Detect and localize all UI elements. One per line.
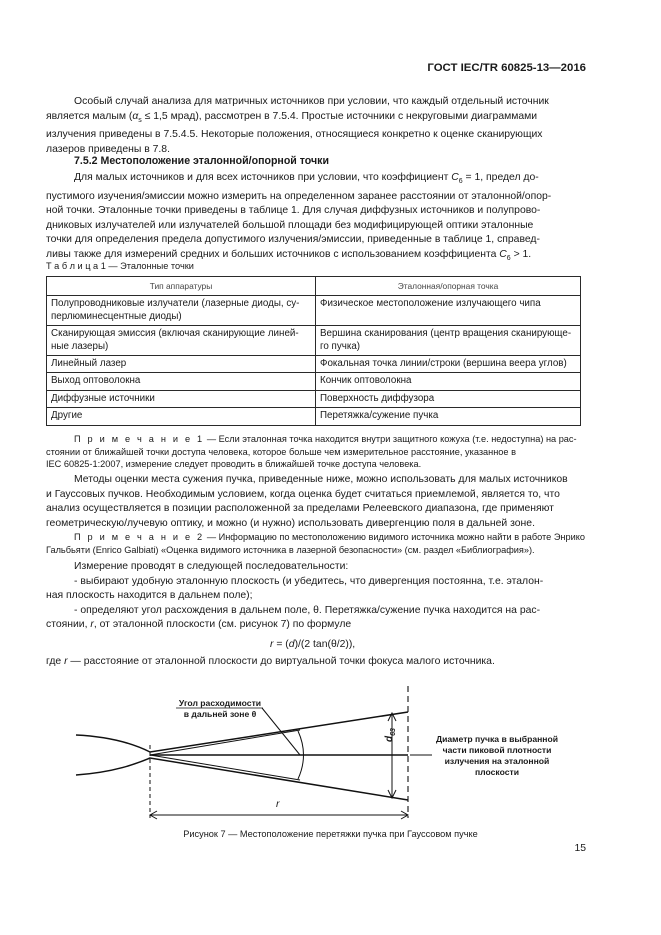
beam-diameter-label: Диаметр пучка в выбранной части пиковой плотности излучения на эталонной плоскости: [435, 734, 559, 777]
section-line: ной точки. Эталонные точки приведены в таблице 1. Для случая диффузных источников и полупрово-: [46, 205, 541, 217]
procedure-line: ная плоскость находится в дальнем поле);: [46, 590, 253, 602]
section-paragraph: [46, 171, 586, 267]
note-line: стоянии от ближайшей точки доступа человека, которое больше чем измерительное расстояние, указанное в: [46, 446, 516, 457]
procedure-paragraph: [46, 560, 586, 633]
table-row: [47, 373, 581, 390]
table-header-cell: Тип аппаратуры: [47, 277, 316, 296]
table-header-cell: Эталонная/опорная точка: [316, 277, 581, 296]
where-line: где r — расстояние от эталонной плоскости до виртуальной точки фокуса малого источника.: [46, 656, 495, 667]
intro-line: излучения приведены в 7.5.4.5. Некоторые положения, относящиеся конкретно к оценке сканирующих: [46, 129, 543, 141]
procedure-line: Измерение проводят в следующей последовательности:: [74, 561, 349, 572]
methods-paragraph: [46, 473, 586, 531]
table-cell: Фокальная точка линии/строки (вершина веера углов): [316, 356, 581, 373]
table-row: [47, 356, 581, 373]
divergence-angle-label: Угол расходимости в дальней зоне θ: [178, 698, 262, 719]
note-line: П р и м е ч а н и е 2 — Информацию по местоположению видимого источника можно найти в работе Энрико: [74, 532, 585, 542]
page-number: 15: [574, 843, 586, 854]
methods-line: и Гауссовых пучков. Необходимым условием, когда оценка будет считаться приемлемой, является то, что: [46, 488, 560, 500]
procedure-line: стоянии, r, от эталонной плоскости (см. рисунок 7) по формуле: [46, 619, 352, 631]
intro-line: лазеров приведены в 7.8.: [46, 143, 170, 155]
table-cell: Физическое местоположение излучающего чипа: [316, 296, 581, 326]
note-line: П р и м е ч а н и е 1 — Если эталонная точка находится внутри защитного кожуха (т.е. недоступна) на рас-: [74, 434, 577, 444]
methods-line: Методы оценки места сужения пучка, приведенные ниже, можно использовать для малых источников: [74, 474, 568, 485]
table-cell: Перетяжка/сужение пучка: [316, 408, 581, 425]
note-2: [46, 531, 586, 556]
table-cell: Вершина сканирования (центр вращения сканирующе-го пучка): [316, 326, 581, 356]
table-cell: Кончик оптоволокна: [316, 373, 581, 390]
divergence-ray-lower: [150, 755, 300, 780]
note-line: Гальбьяти (Enrico Galbiati) «Оценка видимого источника в лазерной безопасности» (см. раздел «Библиография»).: [46, 544, 535, 555]
table-cell: Полупроводниковые излучатели (лазерные диоды, су-перлюминесцентные диоды): [47, 296, 316, 326]
note-1: [46, 433, 586, 471]
table-header-row: [47, 277, 581, 296]
divergence-ray-upper: [150, 730, 300, 755]
table-cell: Поверхность диффузора: [316, 390, 581, 407]
section-line: пустимого изучения/эмиссии можно измерить на определенном заранее расстоянии от эталонной/опор-: [46, 190, 552, 202]
section-line: точки для определения предела допустимого излучения/эмиссии, приведенные в таблице 1, справед-: [46, 234, 540, 246]
table-cell: Диффузные источники: [47, 390, 316, 407]
intro-paragraph: [46, 95, 586, 157]
intro-line: Особый случай анализа для матричных источников при условии, что каждый отдельный источник: [74, 96, 549, 107]
note-line: IEC 60825-1:2007, измерение следует проводить в ближайшей точке доступа человека.: [46, 459, 422, 470]
reference-points-table: [46, 276, 581, 426]
figure-caption: Рисунок 7 — Местоположение перетяжки пучка при Гауссовом пучке: [183, 829, 478, 839]
table-row: [47, 408, 581, 425]
angle-label-leader: [262, 708, 300, 755]
table-cell: Другие: [47, 408, 316, 425]
section-line: ливы также для измерений средних и больших источников с использованием коэффициента $C_6 > 1$.: [46, 249, 532, 263]
section-line: Для малых источников и для всех источников при условии, что коэффициент $C_6 = 1$, предел до-: [74, 172, 539, 186]
intro-line: является малым ($\alpha_s \le 1,5$ мрад), рассмотрен в 7.5.4. Простые источники с некруговыми диаграммами: [46, 110, 538, 124]
table-cell: Выход оптоволокна: [47, 373, 316, 390]
table-cell: Линейный лазер: [47, 356, 316, 373]
procedure-line: - выбирают удобную эталонную плоскость (и убедитесь, что дивергенция постоянна, т.е. эталон-: [74, 575, 544, 587]
methods-line: геометрическую/лучевую оптику, и можно (и нужно) использовать дивергенцию поля в дальней зоне.: [46, 517, 535, 529]
table-cell: Сканирующая эмиссия (включая сканирующие линей-ные лазеры): [47, 326, 316, 356]
table-row: [47, 390, 581, 407]
section-title: 7.5.2 Местоположение эталонной/опорной точки: [74, 155, 329, 167]
diameter-symbol: $d_{63}$: [384, 728, 397, 742]
beam-lower-envelope: [76, 758, 408, 800]
table-caption: Т а б л и ц а 1 — Эталонные точки: [46, 261, 194, 271]
document-header-standard: ГОСТ IEC/TR 60825-13—2016: [427, 62, 586, 74]
section-line: дниковых излучателей или излучателей большой площади без модифицирующей оптики эталонные: [46, 219, 534, 231]
methods-line: анализ осуществляется в позиции расположенной за пределами Релеевского диапазона, где применяют: [46, 503, 554, 515]
formula: r = (d)/(2 tan(θ/2)),: [270, 639, 356, 650]
distance-r-label: r: [276, 799, 280, 810]
table-row: [47, 296, 581, 326]
procedure-line: - определяют угол расхождения в дальнем поле, θ. Перетяжка/сужение пучка находится на рас-: [74, 604, 541, 616]
table-row: [47, 326, 581, 356]
